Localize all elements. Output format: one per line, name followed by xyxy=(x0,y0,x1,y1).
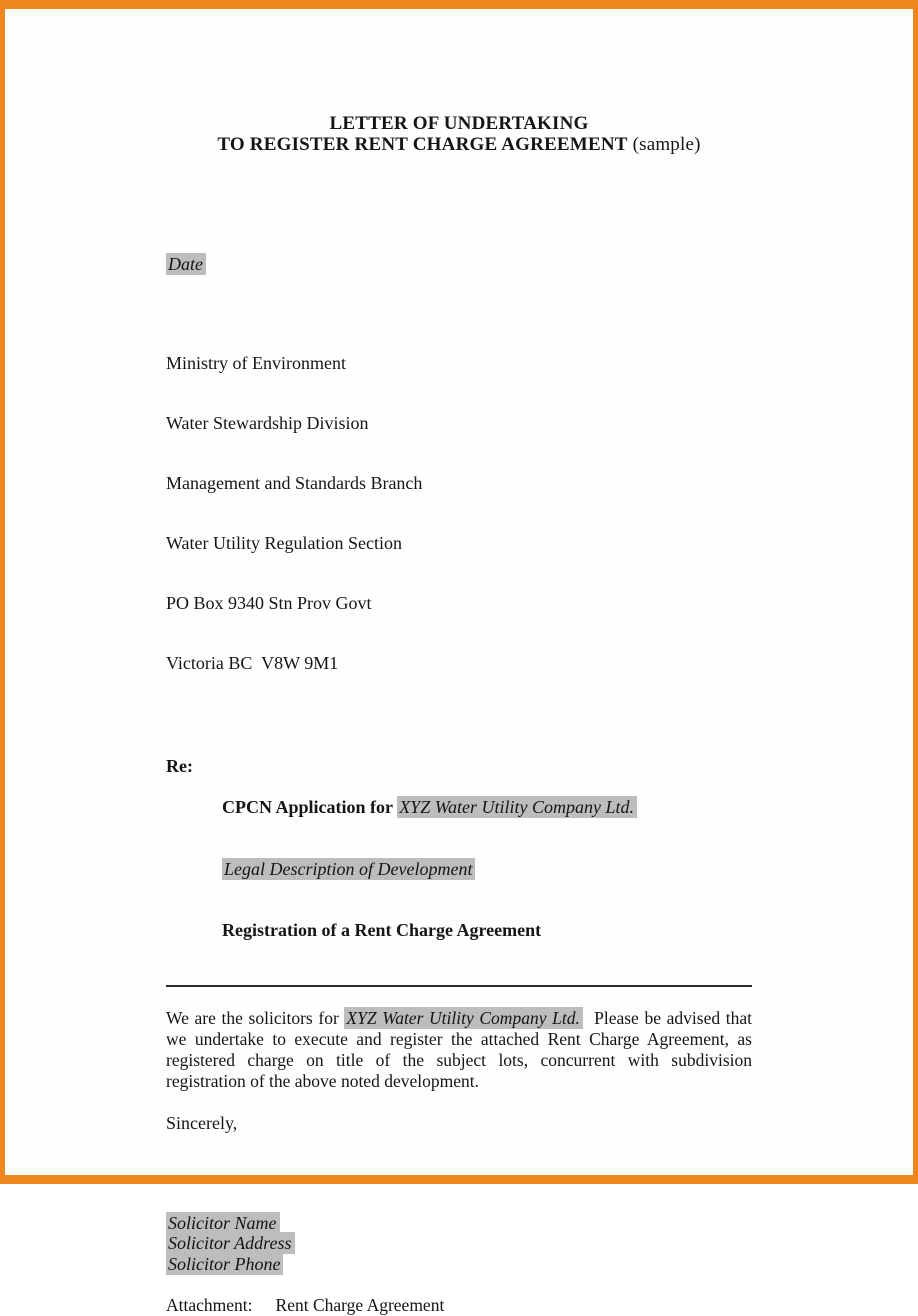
title-line-2 xyxy=(166,134,752,155)
closing-line: Sincerely, xyxy=(166,1112,238,1133)
address-line: Water Stewardship Division xyxy=(166,413,369,433)
body-paragraph xyxy=(166,1007,757,1092)
letter-content xyxy=(5,9,913,1315)
re-block xyxy=(166,756,752,982)
re-line-1 xyxy=(222,797,752,818)
re-content xyxy=(222,756,752,982)
solicitor-name-highlight: Solicitor Name xyxy=(166,1212,280,1234)
address-line: Ministry of Environment xyxy=(166,353,346,373)
re-line-3: Registration of a Rent Charge Agreement xyxy=(222,920,542,940)
address-line: Victoria BC V8W 9M1 xyxy=(166,653,339,673)
body-text-2: Please be advised that we undertake to execute and register the attached Rent Charge Agreement, as registered charge on title of the subject lots, concurrent with subdivision registration of the above noted development. xyxy=(166,1007,757,1091)
letter-title xyxy=(166,113,752,155)
title-line-2-main: TO REGISTER RENT CHARGE AGREEMENT xyxy=(217,134,628,155)
re-label: Re: xyxy=(166,756,193,776)
address-line: Management and Standards Branch xyxy=(166,473,423,493)
re-company-highlight: XYZ Water Utility Company Ltd. xyxy=(397,796,637,818)
re-legal-description-highlight: Legal Description of Development xyxy=(222,858,475,880)
signature-line xyxy=(166,1213,752,1234)
body-text-1: We are the solicitors for xyxy=(166,1007,345,1028)
signature-block xyxy=(166,1213,752,1275)
solicitor-address-highlight: Solicitor Address xyxy=(166,1232,295,1254)
attachment-label: Attachment: xyxy=(166,1295,253,1315)
attachment-value: Rent Charge Agreement xyxy=(275,1295,445,1315)
date-line xyxy=(166,254,752,275)
address-line: PO Box 9340 Stn Prov Govt xyxy=(166,593,372,613)
title-line-2-sample: (sample) xyxy=(627,134,701,155)
date-placeholder: Date xyxy=(166,253,206,275)
solicitor-phone-highlight: Solicitor Phone xyxy=(166,1253,283,1275)
attachment-line xyxy=(166,1295,752,1316)
signature-line xyxy=(166,1254,752,1275)
re-line-2 xyxy=(222,859,752,880)
signature-line xyxy=(166,1233,752,1254)
re-divider xyxy=(166,985,752,987)
address-line: Water Utility Regulation Section xyxy=(166,533,403,553)
body-company-highlight: XYZ Water Utility Company Ltd. xyxy=(344,1007,582,1029)
recipient-address xyxy=(166,313,752,713)
title-line-1: LETTER OF UNDERTAKING xyxy=(329,113,589,134)
re-line-1-text: CPCN Application for xyxy=(222,797,398,817)
